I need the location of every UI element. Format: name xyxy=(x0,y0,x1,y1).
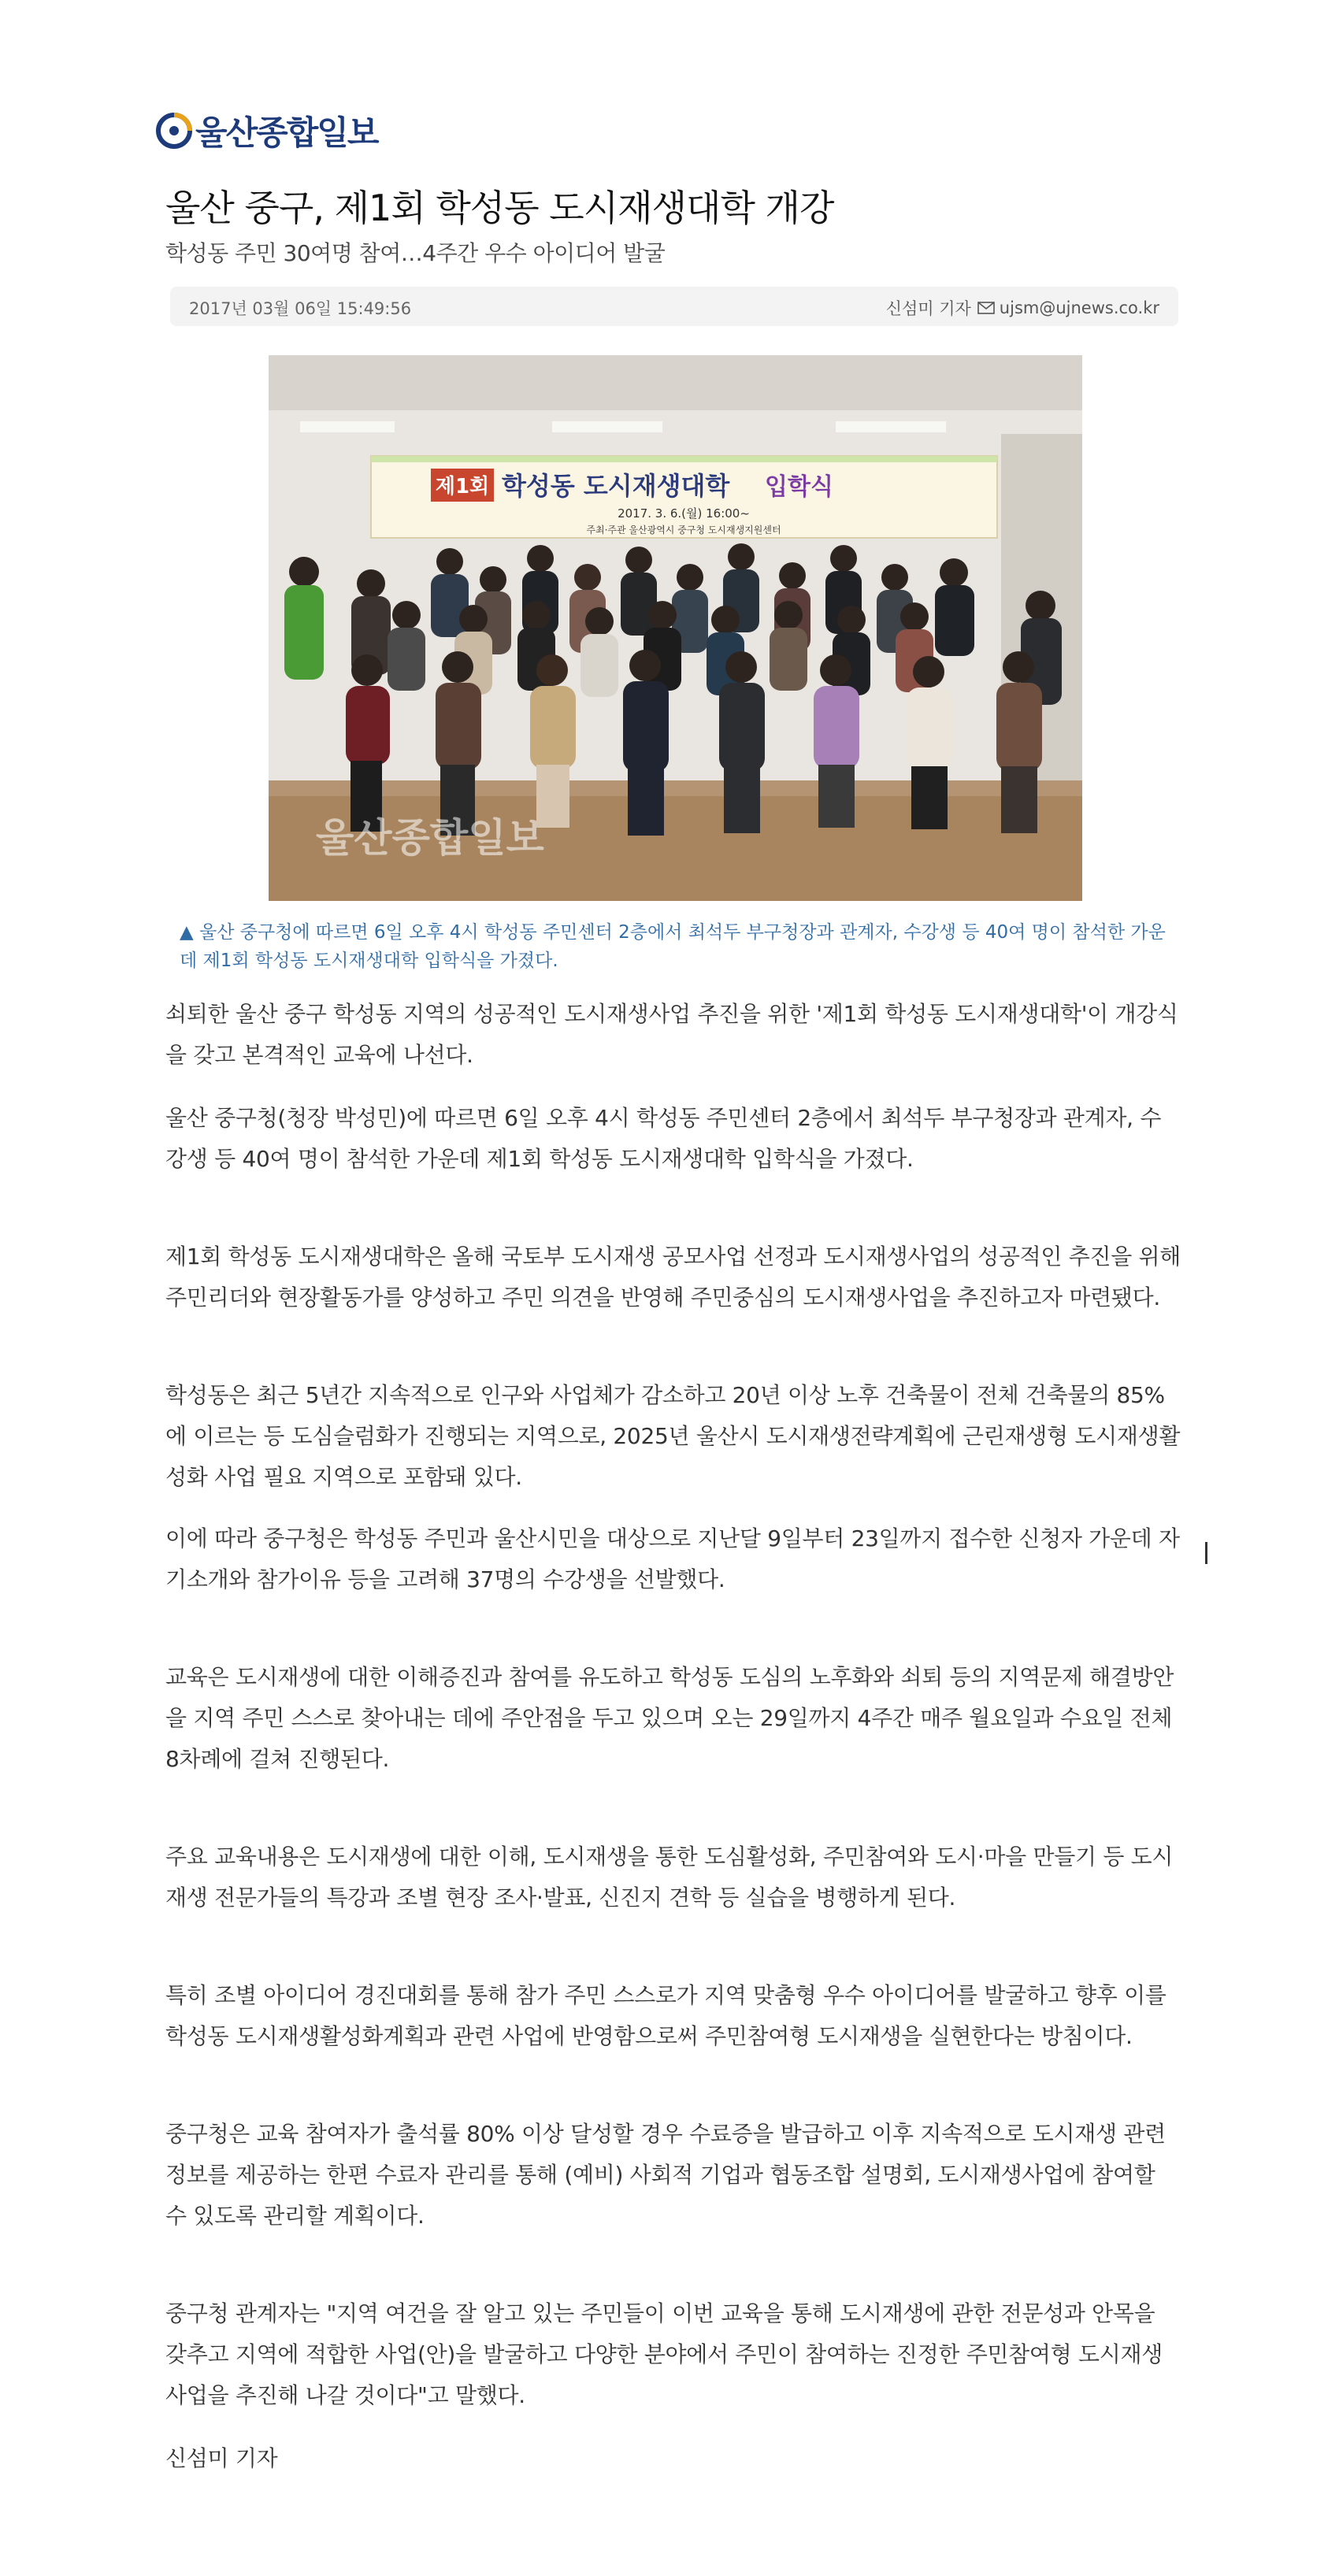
article-paragraph: 중구청 관계자는 "지역 여건을 잘 알고 있는 주민들이 이번 교육을 통해 도시재생에 관한 전문성과 안목을 갖추고 지역에 적합한 사업(안)을 발굴하고 다양한 분야에서 주민이 참여하는 진정한 주민참여형 도시재생사업을 추진해 나갈 것이다"고 말했다. xyxy=(165,2300,1163,2408)
article-signoff: 신섬미 기자 xyxy=(165,2445,278,2471)
banner-host: 주최·주관 울산광역시 중구청 도시재생지원센터 xyxy=(586,524,781,536)
photo-watermark: 울산종합일보 xyxy=(316,815,544,861)
email-icon xyxy=(977,302,995,314)
article-photo xyxy=(269,355,1082,901)
article-date: 2017년 03월 06일 15:49:56 xyxy=(189,299,412,318)
article-paragraph: 제1회 학성동 도시재생대학은 올해 국토부 도시재생 공모사업 선정과 도시재생사업의 성공적인 추진을 위해 주민리더와 현장활동가를 양성하고 주민 의견을 반영해 주민중심의 도시재생사업을 추진하고자 마련됐다. xyxy=(165,1244,1181,1310)
article-paragraph: 주요 교육내용은 도시재생에 대한 이해, 도시재생을 통한 도심활성화, 주민참여와 도시·마을 만들기 등 도시재생 전문가들의 특강과 조별 현장 조사·발표, 신진지 견학 등 실습을 병행하게 된다. xyxy=(165,1844,1174,1911)
text-cursor-mark xyxy=(1205,1542,1207,1564)
banner-main: 학성동 도시재생대학 xyxy=(502,471,730,501)
article-subtitle: 학성동 주민 30여명 참여…4주간 우수 아이디어 발굴 xyxy=(165,240,666,266)
article-paragraph: 울산 중구청(청장 박성민)에 따르면 6일 오후 4시 학성동 주민센터 2층에서 최석두 부구청장과 관계자, 수강생 등 40여 명이 참석한 가운데 제1회 학성동 도시재생대학 입학식을 가졌다. xyxy=(165,1105,1162,1172)
logo-emblem-icon xyxy=(156,113,192,149)
reporter-email[interactable]: ujsm@ujnews.co.kr xyxy=(999,298,1159,317)
banner-prefix: 제1회 xyxy=(435,475,490,499)
site-logo[interactable] xyxy=(156,109,377,153)
article-body xyxy=(165,994,1181,2479)
article-paragraph: 중구청은 교육 참여자가 출석률 80% 이상 달성할 경우 수료증을 발급하고 이후 지속적으로 도시재생 관련 정보를 제공하는 한편 수료자 관리를 통해 (예비) 사회적 기업과 협동조합 설명회, 도시재생사업에 참여할 수 있도록 관리할 계획이다. xyxy=(165,2121,1166,2229)
reporter-name: 신섬미 기자 xyxy=(885,299,971,318)
article-paragraph: 이에 따라 중구청은 학성동 주민과 울산시민을 대상으로 지난달 9일부터 23일까지 접수한 신청자 가운데 자기소개와 참가이유 등을 고려해 37명의 수강생을 선발했다. xyxy=(165,1525,1180,1592)
banner-date: 2017. 3. 6.(월) 16:00~ xyxy=(618,506,750,521)
article-paragraph: 쇠퇴한 울산 중구 학성동 지역의 성공적인 도시재생사업 추진을 위한 '제1회 학성동 도시재생대학'이 개강식을 갖고 본격적인 교육에 나선다. xyxy=(165,1001,1178,1068)
article-paragraph: 학성동은 최근 5년간 지속적으로 인구와 사업체가 감소하고 20년 이상 노후 건축물이 전체 건축물의 85%에 이르는 등 도심슬럼화가 진행되는 지역으로, 2025년 울산시 도시재생전략계획에 근린재생형 도시재생활성화 사업 필요 지역으로 포함돼 있다. xyxy=(165,1382,1181,1490)
article-paragraph: 교육은 도시재생에 대한 이해증진과 참여를 유도하고 학성동 도심의 노후화와 쇠퇴 등의 지역문제 해결방안을 지역 주민 스스로 찾아내는 데에 주안점을 두고 있으며 오는 29일까지 4주간 매주 월요일과 수요일 전체 8차례에 걸쳐 진행된다. xyxy=(165,1664,1174,1772)
article-meta-bar xyxy=(170,287,1178,326)
article-title: 울산 중구, 제1회 학성동 도시재생대학 개강 xyxy=(165,187,834,229)
article-paragraph: 특히 조별 아이디어 경진대회를 통해 참가 주민 스스로가 지역 맞춤형 우수 아이디어를 발굴하고 향후 이를 학성동 도시재생활성화계획과 관련 사업에 반영함으로써 주민참여형 도시재생을 실현한다는 방침이다. xyxy=(165,1982,1167,2049)
photo-caption: ▲ 울산 중구청에 따르면 6일 오후 4시 학성동 주민센터 2층에서 최석두 부구청장과 관계자, 수강생 등 40여 명이 참석한 가운데 제1회 학성동 도시재생대학 입학식을 가졌다. xyxy=(180,922,1166,971)
article-byline xyxy=(886,296,1159,320)
logo-text: 울산종합일보 xyxy=(195,113,378,152)
group-photo-illustration xyxy=(269,355,1082,901)
banner-suffix: 입학식 xyxy=(765,473,833,501)
